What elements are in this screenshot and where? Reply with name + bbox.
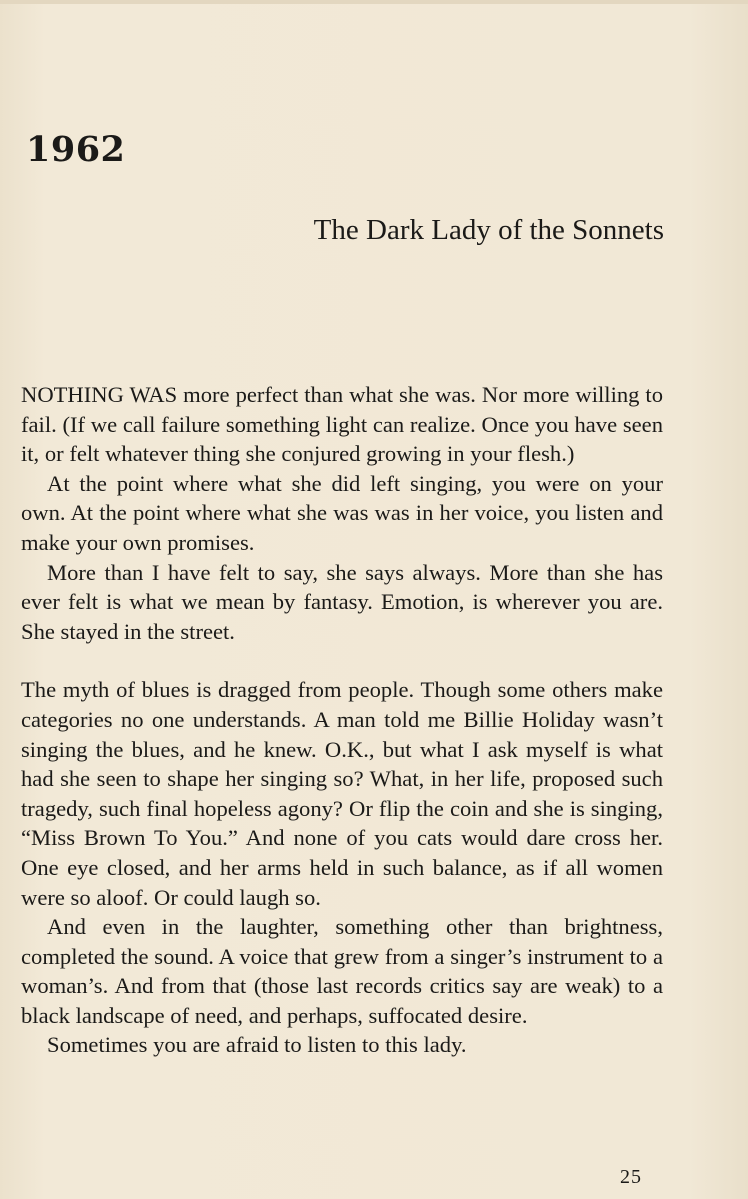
page-number: 25 <box>620 1166 642 1188</box>
paragraph: NOTHING WAS more perfect than what she was. Nor more willing to fail. (If we call failure something light can realize. Once you have seen it, or felt whatever thing she conjured growing in your flesh.) <box>21 382 663 467</box>
paragraph: Sometimes you are afraid to listen to this lady. <box>47 1032 467 1058</box>
chapter-year: 1962 <box>26 129 126 170</box>
page-top-edge <box>0 0 748 4</box>
body-text <box>21 380 663 1060</box>
paragraph: The myth of blues is dragged from people. Though some others make categories no one understands. A man told me Billie Holiday wasn’t singing the blues, and he knew. O.K., but what I ask myself is what had she seen to shape her singing so? What, in her life, proposed such tragedy, such final hopeless agony? Or flip the coin and she is singing, “Miss Brown To You.” And none of you cats would dare cross her. One eye closed, and her arms held in such balance, as if all women were so aloof. Or could laugh so. <box>21 677 663 910</box>
paragraph: At the point where what she did left singing, you were on your own. At the point where what she was was in her voice, you listen and make your own promises. <box>21 470 663 555</box>
chapter-title: The Dark Lady of the Sonnets <box>313 214 664 246</box>
paragraph: More than I have felt to say, she says always. More than she has ever felt is what we mean by fantasy. Emotion, is wherever you are. She stayed in the street. <box>21 559 663 644</box>
paragraph: And even in the laughter, something other than brightness, completed the sound. A voice that grew from a singer’s instrument to a woman’s. And from that (those last records critics say are weak) to a black landscape of need, and perhaps, suffocated desire. <box>21 914 663 1028</box>
